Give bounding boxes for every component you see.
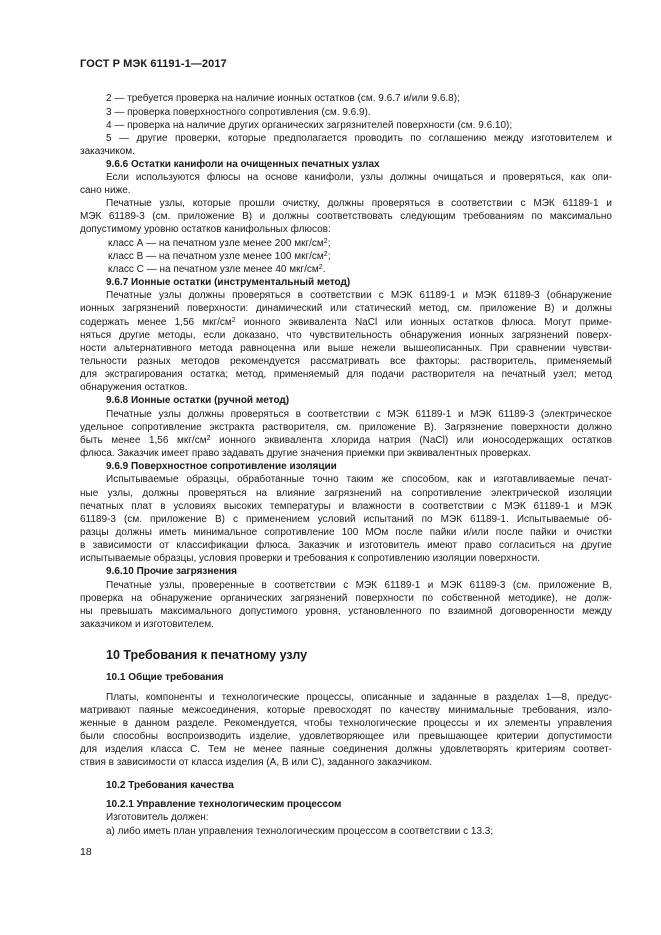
text-span: класс С — на печатном узле менее 40 мкг/см bbox=[108, 264, 319, 275]
superscript: 2 bbox=[318, 264, 323, 271]
list-item: 2 — требуется проверка на наличие ионных остатков (см. 9.6.7 и/или 9.6.8); bbox=[106, 93, 460, 104]
text-line: тельности разных методов рекомендуется рассматривать все факторы: растворитель, применяемый bbox=[80, 356, 612, 367]
list-item: 5 — другие проверки, которые предполагается проводить по соглашению между изготовителем и bbox=[106, 133, 612, 144]
text-line: ионных загрязнений поверхности: динамический или статический метод, см. приложение В) и должны bbox=[80, 303, 612, 314]
text-span: ; bbox=[327, 238, 331, 249]
text-line: Изготовитель должен: bbox=[106, 812, 209, 823]
section-heading: 10.2 Требования качества bbox=[106, 780, 234, 791]
text-line: ны превышать максимального допустимого уровня, установленного по взаимной договоренности между bbox=[80, 606, 612, 617]
text-line: ные узлы, должны проверяться на влияние загрязнений на сопротивление электрической изоляции bbox=[80, 488, 612, 499]
superscript: 2 bbox=[323, 238, 328, 245]
chapter-heading: 10 Требования к печатному узлу bbox=[106, 648, 308, 662]
list-item bbox=[108, 264, 640, 276]
text-line: женные в данном разделе. Рекомендуется, чтобы технологические процессы и их элементы управления bbox=[80, 718, 612, 729]
text-line: Печатные узлы должны проверяться в соответствии с МЭК 61189-1 и МЭК 61189-3 (электрическое bbox=[106, 409, 612, 420]
text-line: Платы, компоненты и технологические процессы, описанные и заданные в разделах 1—8, предус- bbox=[106, 692, 612, 703]
section-heading: 10.1 Общие требования bbox=[106, 672, 224, 683]
section-heading: 9.6.9 Поверхностное сопротивление изоляции bbox=[106, 461, 337, 472]
section-heading: 10.2.1 Управление технологическим процессом bbox=[106, 799, 342, 810]
text-line: ствия в зависимости от класса изделия (А, В или С), заданного заказчиком. bbox=[80, 757, 433, 768]
list-item bbox=[108, 251, 640, 263]
document-header: ГОСТ Р МЭК 61191-1—2017 bbox=[80, 58, 227, 70]
text-line: заказчиком. bbox=[80, 146, 135, 157]
text-line: Испытываемые образцы, обработанные точно таким же способом, как и изготавливаемые печат- bbox=[106, 474, 612, 485]
text-line: для экстрагирования остатка; метод, применяемый для подачи растворителя на печатный узел; метод bbox=[80, 369, 612, 380]
text-line bbox=[80, 317, 612, 329]
text-line: МЭК 61189-3 (см. приложение В) и должны соответствовать следующим требованиям по максимально bbox=[80, 211, 612, 222]
text-line: матривают паяные межсоединения, которые превосходят по качеству минимальные требования, изло- bbox=[80, 705, 612, 716]
text-span: . bbox=[322, 264, 326, 275]
text-span: быть менее 1,56 мкг/см bbox=[80, 435, 207, 446]
text-span: класс А — на печатном узле менее 200 мкг/см bbox=[108, 238, 324, 249]
text-line: испытываемые образцы, условия проверки и требования к сопротивлению изоляции поверхности. bbox=[80, 553, 541, 564]
text-line: разцы должны иметь минимальное сопротивление 100 МОм после пайки и/или после пайки и очистки bbox=[80, 527, 612, 538]
text-span: класс В — на печатном узле менее 100 мкг/см bbox=[108, 251, 324, 262]
text-line: проверка на обнаружение органических загрязнений поверхности по собственной методике), не долж- bbox=[80, 593, 612, 604]
text-line bbox=[80, 435, 612, 447]
text-line: были способны воспроизводить изделие, удовлетворяющее или превышающее критерии допустимости bbox=[80, 731, 612, 742]
text-line: заказчиком и изготовителем. bbox=[80, 619, 214, 630]
text-line: Если используются флюсы на основе канифоли, узлы должны очищаться и проверяться, как опи- bbox=[106, 172, 612, 183]
superscript: 2 bbox=[323, 251, 328, 258]
text-span: ; bbox=[327, 251, 331, 262]
text-span: ионного эквивалента хлорида натрия (NaCl) или ионосодержащих остатков bbox=[210, 435, 613, 446]
text-line: допустимому уровню остатков канифольных флюсов: bbox=[80, 224, 331, 235]
text-line: обнаружения остатков. bbox=[80, 382, 188, 393]
text-span: содержать менее 1,56 мкг/см bbox=[80, 317, 232, 328]
text-line: Печатные узлы, проверенные в соответствии с МЭК 61189-1 и МЭК 61189-3 (см. приложение В, bbox=[106, 580, 612, 591]
superscript: 2 bbox=[206, 435, 211, 442]
section-heading: 9.6.8 Ионные остатки (ручной метод) bbox=[106, 395, 290, 406]
text-line: в зависимости от классификации флюса. Заказчик и изготовитель имеют право согласиться на другие bbox=[80, 540, 612, 551]
text-line: ности альтернативного метода равноценна или выше нежели вышеописанных. При сравнении чувстви- bbox=[80, 343, 612, 354]
superscript: 2 bbox=[231, 317, 236, 324]
list-item bbox=[108, 238, 640, 250]
section-heading: 9.6.6 Остатки канифоли на очищенных печатных узлах bbox=[106, 159, 380, 170]
page-number: 18 bbox=[80, 846, 92, 858]
text-span: ионного эквивалента NaCl или ионных остатков флюса. Могут приме- bbox=[235, 317, 612, 328]
list-item: а) либо иметь план управления технологическим процессом в соответствии с 13.3; bbox=[106, 826, 494, 837]
list-item: 3 — проверка поверхностного сопротивления (см. 9.6.9). bbox=[106, 107, 371, 118]
text-line: сано ниже. bbox=[80, 185, 131, 196]
list-item: 4 — проверка на наличие других органических загрязнителей поверхности (см. 9.6.10); bbox=[106, 120, 513, 131]
text-line: для изделия класса С. Тем не менее паяные соединения должны удовлетворять критериям соответ- bbox=[80, 744, 612, 755]
text-line: Печатные узлы должны проверяться в соответствии с МЭК 61189-1 и МЭК 61189-3 (обнаружение bbox=[106, 290, 612, 301]
text-line: няться другие методы, если доказано, что чувствительность обнаружения ионных загрязнений поверх- bbox=[80, 330, 612, 341]
text-line: Печатные узлы, которые прошли очистку, должны проверяться в соответствии с МЭК 61189-1 и bbox=[106, 198, 612, 209]
text-line: 61189-3 (см. приложение В) с применением условий испытаний по МЭК 61189-1. Испытываемые об- bbox=[80, 514, 612, 525]
text-line: печатных плат в условиях высоких температуры и влажности в соответствии с МЭК 61189-1 и МЭК bbox=[80, 501, 612, 512]
section-heading: 9.6.7 Ионные остатки (инструментальный метод) bbox=[106, 277, 351, 288]
text-line: флюса. Заказчик имеет право задавать другие значения приемки при эквивалентных проверках. bbox=[80, 448, 532, 459]
text-line: удельное сопротивление экстракта растворителя, см. приложение В). Загрязнение поверхности должно bbox=[80, 422, 612, 433]
section-heading: 9.6.10 Прочие загрязнения bbox=[106, 566, 238, 577]
